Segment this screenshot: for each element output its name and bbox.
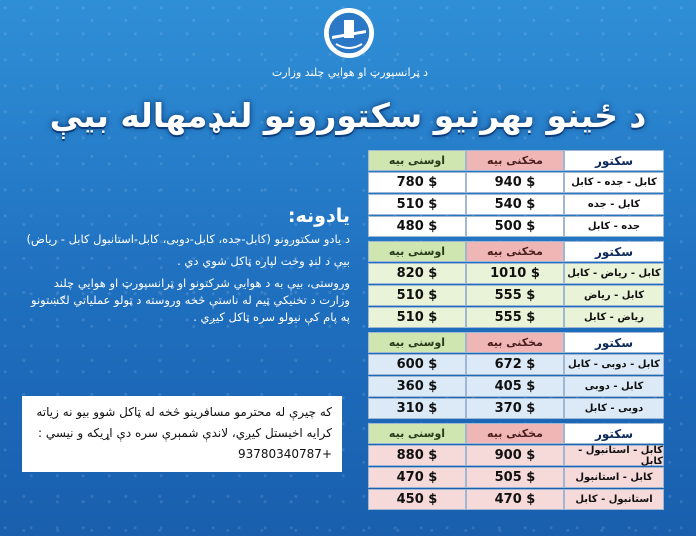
header-previous-price: مخکنی بیه — [466, 423, 564, 444]
table-header-row — [368, 241, 664, 262]
current-price: 600 $ — [368, 354, 466, 375]
sector-name: ریاض - کابل — [564, 307, 664, 328]
previous-price: 672 $ — [466, 354, 564, 375]
current-price: 450 $ — [368, 489, 466, 510]
table-header-row — [368, 332, 664, 353]
sector-name: کابل - دوبی - کابل — [564, 354, 664, 375]
sector-name: دوبی - کابل — [564, 398, 664, 419]
ministry-name: د ټرانسپورټ او هوايي چلند وزارت — [271, 66, 429, 79]
sector-name: جده - کابل — [564, 216, 664, 237]
current-price: 510 $ — [368, 194, 466, 215]
previous-price: 900 $ — [466, 445, 564, 466]
fare-group-istanbul — [368, 423, 664, 510]
previous-price: 540 $ — [466, 194, 564, 215]
table-header-row — [368, 150, 664, 171]
previous-price: 505 $ — [466, 467, 564, 488]
current-price: 310 $ — [368, 398, 466, 419]
current-price: 360 $ — [368, 376, 466, 397]
sector-name: کابل - ریاض — [564, 285, 664, 306]
header-current-price: اوسنی بیه — [368, 241, 466, 262]
table-row — [368, 376, 664, 397]
note-item: د يادو سکتورونو (کابل-جده، کابل-دوبی، کابل-استانبول کابل - رياض) — [26, 232, 350, 246]
previous-price: 940 $ — [466, 172, 564, 193]
current-price: 880 $ — [368, 445, 466, 466]
table-row — [368, 398, 664, 419]
previous-price: 555 $ — [466, 307, 564, 328]
header-sector: سکتور — [564, 241, 664, 262]
current-price: 480 $ — [368, 216, 466, 237]
fare-table — [368, 150, 664, 511]
table-row — [368, 354, 664, 375]
header-current-price: اوسنی بیه — [368, 150, 466, 171]
table-header-row — [368, 423, 664, 444]
note-item: بيې د لنډ وخت لپاره ټاکل شوي دي . — [177, 254, 350, 268]
contact-box: که چیرې له محترمو مسافرینو څخه له ټاکل شوو بیو نه زیاته کرایه اخیستل کیږي، لاندې شمېرې سره دې اړیکه و نیسي : +93780340787 — [22, 396, 342, 472]
fare-group-dubai — [368, 332, 664, 419]
table-row — [368, 263, 664, 284]
table-row — [368, 285, 664, 306]
previous-price: 500 $ — [466, 216, 564, 237]
table-row — [368, 445, 664, 466]
header-current-price: اوسنی بیه — [368, 423, 466, 444]
page-title: د ځینو بهرنیو سکتورونو لنډمهاله بيې — [49, 96, 647, 135]
sector-name: کابل - استانبول — [564, 467, 664, 488]
previous-price: 370 $ — [466, 398, 564, 419]
header-sector: سکتور — [564, 150, 664, 171]
table-row — [368, 216, 664, 237]
previous-price: 405 $ — [466, 376, 564, 397]
notes-title: يادونه: — [287, 205, 350, 227]
notes-section — [20, 205, 350, 331]
current-price: 510 $ — [368, 285, 466, 306]
current-price: 820 $ — [368, 263, 466, 284]
header-sector: سکتور — [564, 332, 664, 353]
header-previous-price: مخکنی بیه — [466, 332, 564, 353]
table-row — [368, 489, 664, 510]
current-price: 510 $ — [368, 307, 466, 328]
fare-group-jeddah — [368, 150, 664, 237]
table-row — [368, 194, 664, 215]
previous-price: 555 $ — [466, 285, 564, 306]
sector-name: کابل - استانبول - کابل — [564, 445, 664, 466]
sector-name: کابل - ریاض - کابل — [564, 263, 664, 284]
fare-group-riyadh — [368, 241, 664, 328]
current-price: 470 $ — [368, 467, 466, 488]
ministry-emblem-icon — [322, 6, 376, 60]
previous-price: 470 $ — [466, 489, 564, 510]
sector-name: کابل - جده - کابل — [564, 172, 664, 193]
sector-name: کابل - جده — [564, 194, 664, 215]
current-price: 780 $ — [368, 172, 466, 193]
table-row — [368, 172, 664, 193]
header-previous-price: مخکنی بیه — [466, 241, 564, 262]
note-item: وروستی، بيې به د هوايي شرکتونو او ټرانسپورټ او هوايي چلند وزارت د تخنيکي ټيم له ناستې څخه وروسته د ټولو عملياتي لګښتونو په پام کې نيولو سره ټاکل کيږي . — [31, 276, 350, 324]
sector-name: کابل - دوبی — [564, 376, 664, 397]
sector-name: استانبول - کابل — [564, 489, 664, 510]
header-sector: سکتور — [564, 423, 664, 444]
table-row — [368, 467, 664, 488]
header-previous-price: مخکنی بیه — [466, 150, 564, 171]
previous-price: 1010 $ — [466, 263, 564, 284]
header-current-price: اوسنی بیه — [368, 332, 466, 353]
table-row — [368, 307, 664, 328]
